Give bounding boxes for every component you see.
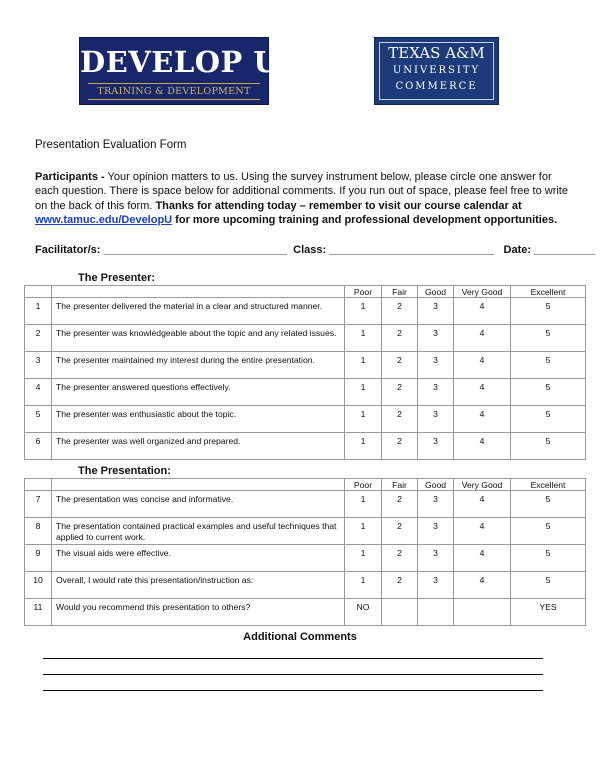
question-text: The presenter maintained my interest during the entire presentation.	[52, 352, 345, 379]
question-text: The presenter was knowledgeable about the topic and any related issues.	[52, 325, 345, 352]
rating-very-good[interactable]: 4	[454, 491, 511, 518]
presenter-rows	[25, 298, 586, 460]
rating-very-good[interactable]: 4	[454, 545, 511, 572]
presenter-table	[24, 285, 586, 460]
question-number: 7	[25, 491, 52, 518]
rating-excellent[interactable]: 5	[511, 325, 586, 352]
question-text: The presentation was concise and informative.	[52, 491, 345, 518]
question-number: 2	[25, 325, 52, 352]
question-number: 5	[25, 406, 52, 433]
rating-very-good[interactable]: 4	[454, 518, 511, 545]
rating-good[interactable]: 3	[418, 352, 454, 379]
rating-good[interactable]: 3	[418, 379, 454, 406]
intro-lead: Participants -	[35, 171, 105, 183]
question-number: 6	[25, 433, 52, 460]
question-text: The visual aids were effective.	[52, 545, 345, 572]
rating-good[interactable]: 3	[418, 406, 454, 433]
rating-very-good[interactable]: 4	[454, 406, 511, 433]
rating-fair	[382, 599, 418, 626]
table-header-row	[25, 286, 586, 298]
rating-poor[interactable]: 1	[345, 352, 382, 379]
presentation-rows	[25, 491, 586, 626]
table-row	[25, 491, 586, 518]
question-text: The presenter was well organized and prepared.	[52, 433, 345, 460]
header-good: Good	[418, 479, 454, 491]
facilitator-field[interactable]: Facilitator/s: ______________________________	[35, 244, 287, 256]
rating-poor[interactable]: 1	[345, 406, 382, 433]
table-row	[25, 406, 586, 433]
rating-fair[interactable]: 2	[382, 406, 418, 433]
rating-excellent[interactable]: 5	[511, 379, 586, 406]
rating-very-good[interactable]: 4	[454, 298, 511, 325]
rating-very-good[interactable]: 4	[454, 433, 511, 460]
rating-very-good[interactable]: 4	[454, 379, 511, 406]
rating-poor[interactable]: 1	[345, 433, 382, 460]
rating-excellent[interactable]: 5	[511, 433, 586, 460]
table-row	[25, 325, 586, 352]
header-poor: Poor	[345, 479, 382, 491]
presenter-section-title: The Presenter:	[78, 272, 156, 284]
course-calendar-link[interactable]: www.tamuc.edu/DevelopU	[35, 214, 173, 227]
question-number: 10	[25, 572, 52, 599]
rating-good[interactable]: 3	[418, 572, 454, 599]
info-fields	[35, 244, 595, 256]
rating-very-good	[454, 599, 511, 626]
rating-excellent[interactable]: 5	[511, 298, 586, 325]
rating-fair[interactable]: 2	[382, 545, 418, 572]
rating-poor[interactable]: NO	[345, 599, 382, 626]
rating-poor[interactable]: 1	[345, 545, 382, 572]
header-excellent: Excellent	[511, 479, 586, 491]
rating-fair[interactable]: 2	[382, 491, 418, 518]
question-number: 1	[25, 298, 52, 325]
table-header-row	[25, 479, 586, 491]
additional-comments-title: Additional Comments	[243, 631, 357, 643]
header-very-good: Very Good	[454, 286, 511, 298]
logo-line-1: TEXAS A&M	[388, 44, 485, 62]
question-number: 3	[25, 352, 52, 379]
header-excellent: Excellent	[511, 286, 586, 298]
form-title: Presentation Evaluation Form	[35, 139, 187, 151]
comment-line[interactable]	[43, 674, 543, 675]
table-row	[25, 599, 586, 626]
rating-good[interactable]: 3	[418, 325, 454, 352]
rating-very-good[interactable]: 4	[454, 572, 511, 599]
question-text: Would you recommend this presentation to others?	[52, 599, 345, 626]
rating-good[interactable]: 3	[418, 545, 454, 572]
question-number: 9	[25, 545, 52, 572]
question-text: The presentation contained practical examples and useful techniques that applied to current work.	[52, 518, 345, 545]
intro-text: Your opinion matters to us. Using the survey instrument below, please circle one answer for each question. There is space below for additional comments. If you run out of space, please feel free to write on the back of this form.	[35, 171, 568, 212]
header-blank	[52, 479, 345, 491]
rating-excellent[interactable]: 5	[511, 518, 586, 545]
table-row	[25, 545, 586, 572]
rating-excellent[interactable]: 5	[511, 545, 586, 572]
header-poor: Poor	[345, 286, 382, 298]
logo-line-2: UNIVERSITY	[392, 65, 481, 76]
comment-line[interactable]	[43, 658, 543, 659]
intro-paragraph	[35, 170, 570, 228]
header-very-good: Very Good	[454, 479, 511, 491]
rating-fair[interactable]: 2	[382, 298, 418, 325]
table-row	[25, 518, 586, 545]
logo-sub-text: TRAINING & DEVELOPMENT	[88, 83, 260, 100]
rating-very-good[interactable]: 4	[454, 352, 511, 379]
rating-good[interactable]: 3	[418, 491, 454, 518]
rating-good[interactable]: 3	[418, 433, 454, 460]
header-good: Good	[418, 286, 454, 298]
question-text: The presenter delivered the material in a clear and structured manner.	[52, 298, 345, 325]
rating-excellent[interactable]: YES	[511, 599, 586, 626]
rating-fair[interactable]: 2	[382, 325, 418, 352]
question-text: Overall, I would rate this presentation/instruction as:	[52, 572, 345, 599]
intro-bold-1: Thanks for attending today – remember to visit our course calendar at	[155, 199, 522, 212]
rating-fair[interactable]: 2	[382, 518, 418, 545]
rating-poor[interactable]: 1	[345, 325, 382, 352]
rating-excellent[interactable]: 5	[511, 491, 586, 518]
header-blank	[52, 286, 345, 298]
header-fair: Fair	[382, 286, 418, 298]
develop-u-logo	[79, 37, 280, 105]
rating-poor[interactable]: 1	[345, 379, 382, 406]
logo-main-text: DEVELOP U	[80, 45, 280, 79]
class-field[interactable]: Class: ___________________________	[293, 244, 495, 256]
rating-fair[interactable]: 2	[382, 572, 418, 599]
table-row	[25, 379, 586, 406]
rating-poor[interactable]: 1	[345, 572, 382, 599]
date-field[interactable]: Date: __________	[503, 244, 596, 256]
rating-poor[interactable]: 1	[345, 491, 382, 518]
question-text: The presenter answered questions effectively.	[52, 379, 345, 406]
rating-fair[interactable]: 2	[382, 433, 418, 460]
rating-excellent[interactable]: 5	[511, 406, 586, 433]
tamuc-logo	[374, 37, 499, 105]
rating-excellent[interactable]: 5	[511, 352, 586, 379]
rating-excellent[interactable]: 5	[511, 572, 586, 599]
table-row	[25, 433, 586, 460]
intro-bold-2: for more upcoming training and professional development opportunities.	[172, 214, 558, 227]
table-row	[25, 298, 586, 325]
presentation-table	[24, 478, 586, 626]
header-fair: Fair	[382, 479, 418, 491]
table-row	[25, 352, 586, 379]
comment-line[interactable]	[43, 690, 543, 691]
rating-very-good[interactable]: 4	[454, 325, 511, 352]
logo-line-3: COMMERCE	[395, 81, 478, 92]
question-number: 11	[25, 599, 52, 626]
table-row	[25, 572, 586, 599]
question-number: 8	[25, 518, 52, 545]
header-blank	[25, 286, 52, 298]
question-number: 4	[25, 379, 52, 406]
rating-poor[interactable]: 1	[345, 518, 382, 545]
question-text: The presenter was enthusiastic about the topic.	[52, 406, 345, 433]
header-blank	[25, 479, 52, 491]
rating-good[interactable]: 3	[418, 518, 454, 545]
rating-poor[interactable]: 1	[345, 298, 382, 325]
presentation-section-title: The Presentation:	[78, 465, 171, 477]
rating-fair[interactable]: 2	[382, 352, 418, 379]
rating-fair[interactable]: 2	[382, 379, 418, 406]
rating-good	[418, 599, 454, 626]
rating-good[interactable]: 3	[418, 298, 454, 325]
